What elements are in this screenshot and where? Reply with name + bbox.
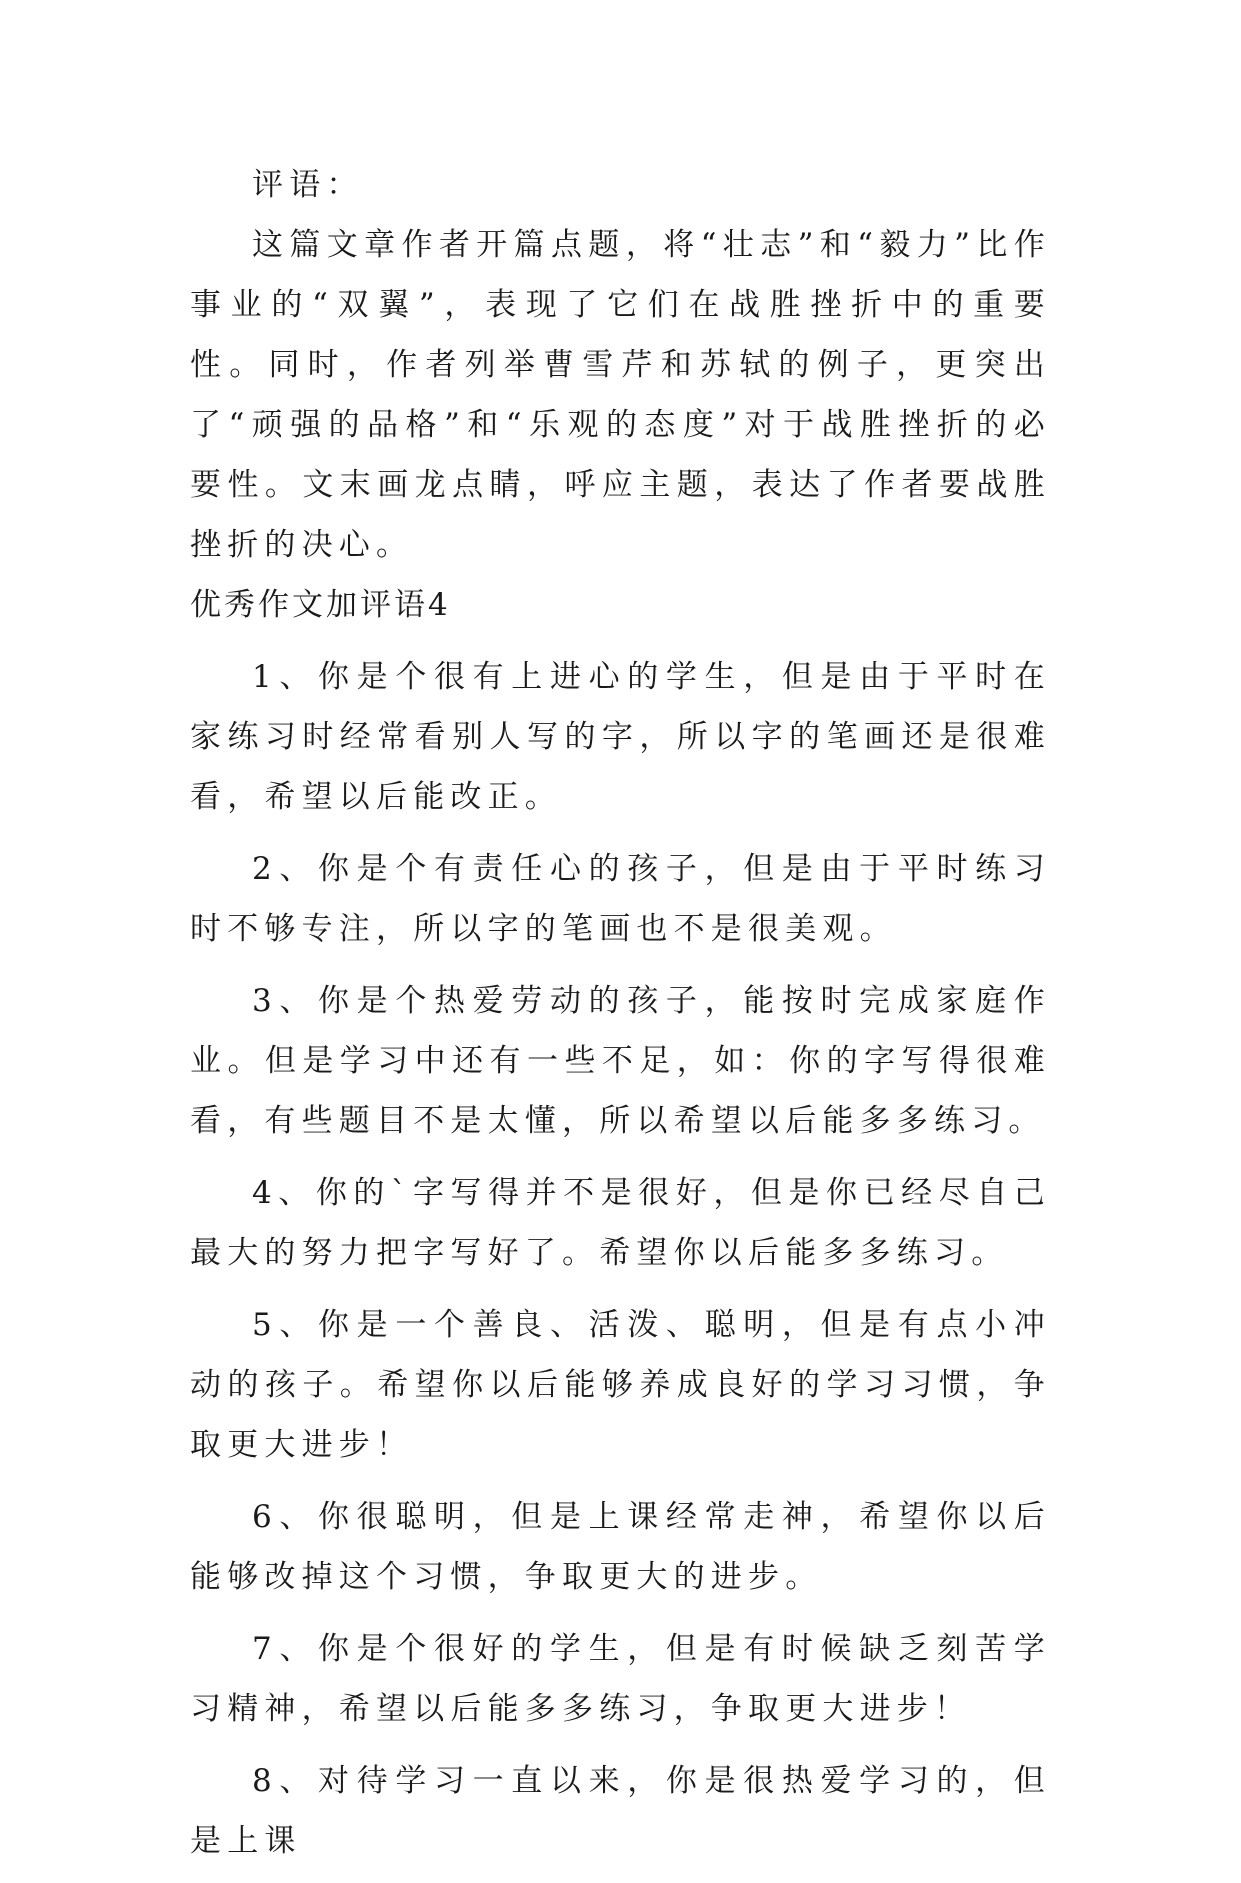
document-content (190, 155, 1051, 1883)
comment-item-8: 8、对待学习一直以来，你是很热爱学习的，但是上课 (190, 1763, 1051, 1859)
comment-item-7: 7、你是个很好的学生，但是有时候缺乏刻苦学习精神，希望以后能多多练习，争取更大进步！ (190, 1631, 1051, 1727)
comment-paragraph: 这篇文章作者开篇点题，将“壮志”和“毅力”比作事业的“双翼”，表现了它们在战胜挫折中的重要性。同时，作者列举曹雪芹和苏轼的例子，更突出了“顽强的品格”和“乐观的态度”对于战胜挫折的必要性。文末画龙点睛，呼应主题，表达了作者要战胜挫折的决心。 (190, 227, 1051, 563)
comment-item-4: 4、你的`字写得并不是很好，但是你已经尽自己最大的努力把字写好了。希望你以后能多多练习。 (190, 1175, 1051, 1271)
comment-item-6: 6、你很聪明，但是上课经常走神，希望你以后能够改掉这个习惯，争取更大的进步。 (190, 1499, 1051, 1595)
comment-label: 评语： (252, 167, 364, 203)
comment-item-3: 3、你是个热爱劳动的孩子，能按时完成家庭作业。但是学习中还有一些不足，如：你的字写得很难看，有些题目不是太懂，所以希望以后能多多练习。 (190, 983, 1051, 1139)
section-heading: 优秀作文加评语4 (190, 587, 451, 623)
comment-item-5: 5、你是一个善良、活泼、聪明，但是有点小冲动的孩子。希望你以后能够养成良好的学习习惯，争取更大进步！ (190, 1307, 1051, 1463)
comment-item-2: 2、你是个有责任心的孩子，但是由于平时练习时不够专注，所以字的笔画也不是很美观。 (190, 851, 1051, 947)
comment-item-1: 1、你是个很有上进心的学生，但是由于平时在家练习时经常看别人写的字，所以字的笔画还是很难看，希望以后能改正。 (190, 659, 1051, 815)
